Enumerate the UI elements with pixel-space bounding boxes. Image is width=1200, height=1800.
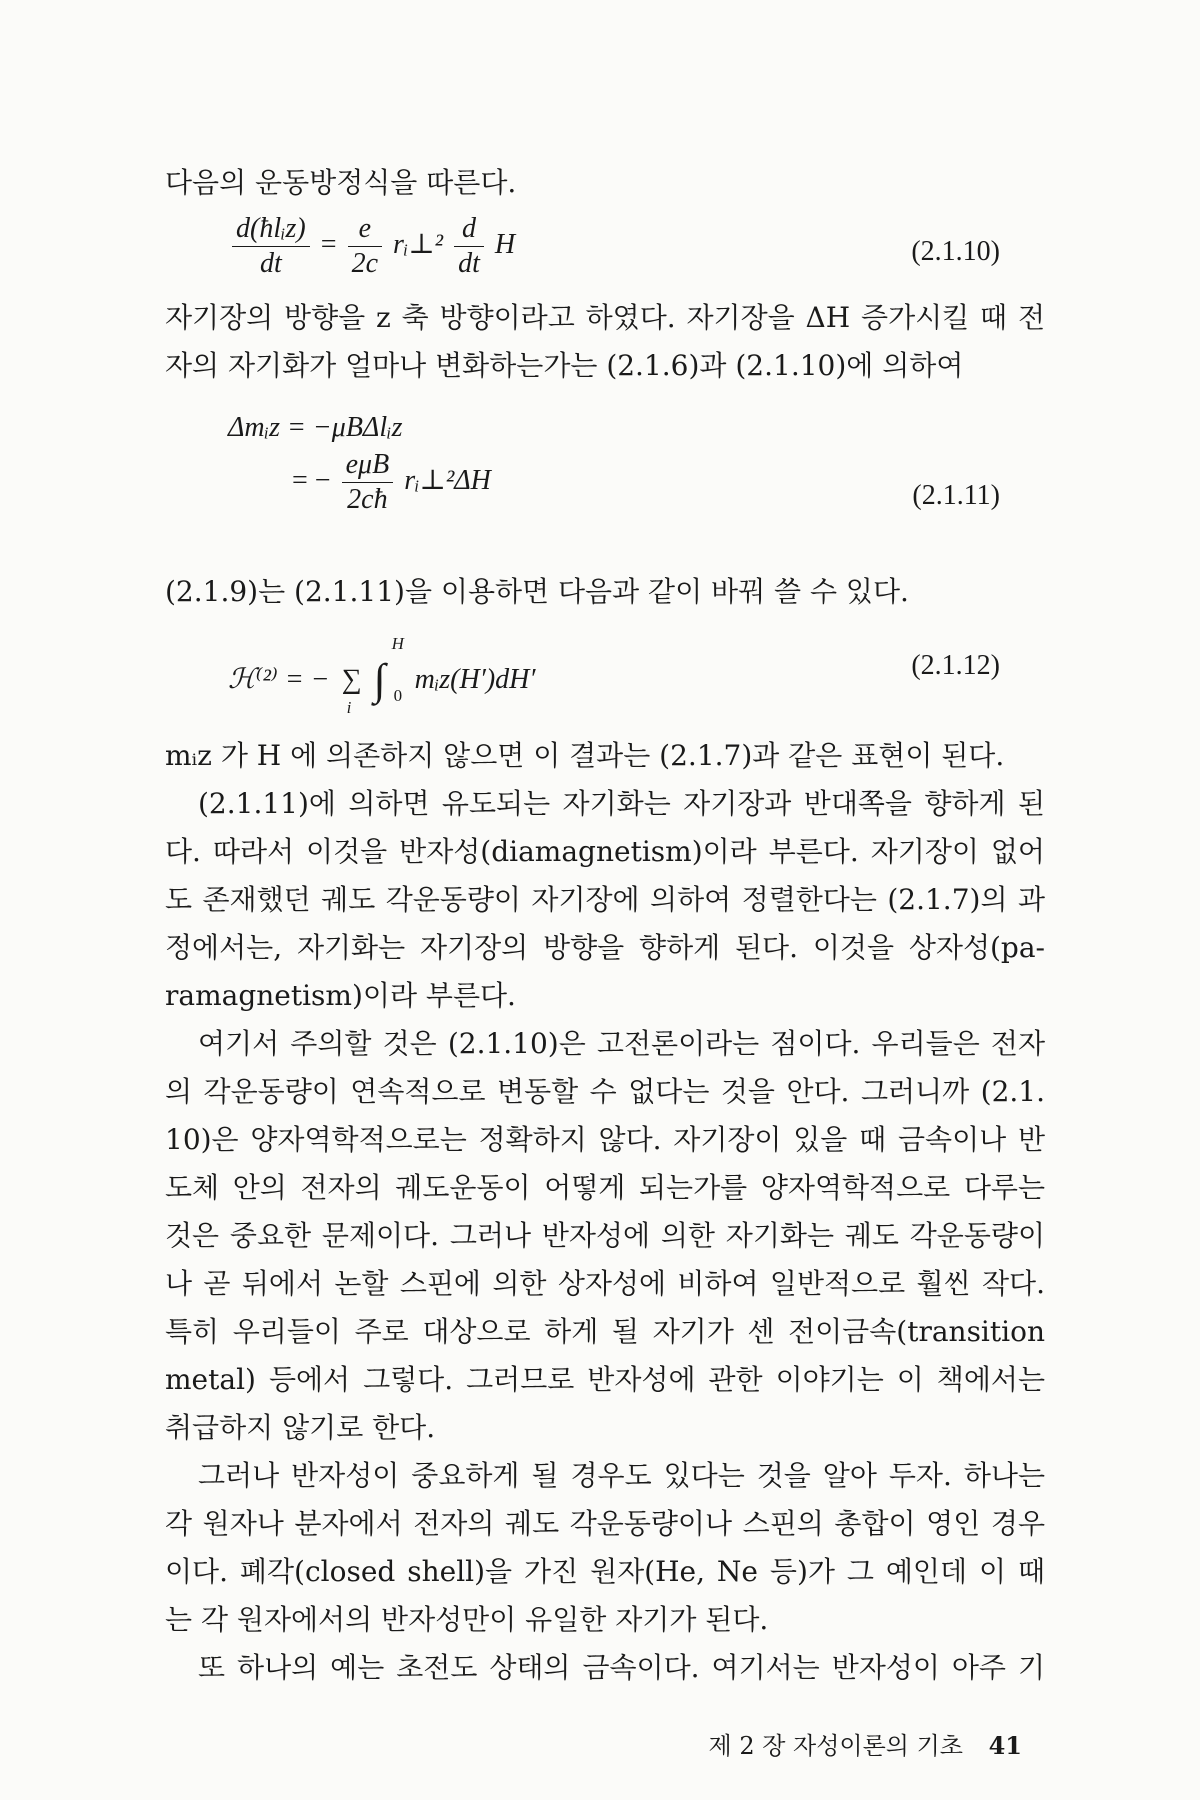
paragraph-1-line-1: 자기장의 방향을 z 축 방향이라고 하였다. 자기장을 ΔH 증가시킬 때 전: [165, 301, 1045, 334]
equation-2-1-12: [228, 634, 536, 717]
eq11-num: eμB: [342, 448, 394, 483]
paragraph-6-line-3: 이다. 폐각(closed shell)을 가진 원자(He, Ne 등)가 그 예인데 이 때: [165, 1555, 1045, 1588]
paragraph-5-line-8: metal) 등에서 그렇다. 그러므로 반자성에 관한 이야기는 이 책에서는: [165, 1363, 1045, 1396]
paragraph-5-line-1: 여기서 주의할 것은 (2.1.10)은 고전론이라는 점이다. 우리들은 전자: [198, 1027, 1045, 1060]
paragraph-5-line-6: 나 곧 뒤에서 논할 스핀에 의한 상자성에 비하여 일반적으로 훨씬 작다.: [165, 1267, 1045, 1300]
eq-number-2-1-11: (2.1.11): [912, 480, 1000, 511]
eq-number-2-1-10: (2.1.10): [911, 236, 1000, 267]
equation-2-1-11-line-1: Δmᵢz = −μBΔlᵢz: [228, 412, 403, 443]
eq12-lower-limit: 0: [393, 686, 403, 705]
eq10-deriv-num: d: [454, 212, 484, 247]
chapter-title: 제 2 장 자성이론의 기초: [708, 1732, 963, 1760]
eq10-coef-den: 2c: [351, 248, 378, 279]
eq12-upper-limit: H: [391, 634, 404, 653]
page-number: 41: [988, 1731, 1022, 1760]
eq12-sum-index: i: [346, 698, 352, 717]
paragraph-4-line-1: (2.1.11)에 의하면 유도되는 자기화는 자기장과 반대쪽을 향하게 된: [198, 787, 1045, 820]
paragraph-2: (2.1.9)는 (2.1.11)을 이용하면 다음과 같이 바꿔 쓸 수 있다.: [165, 575, 909, 608]
equation-2-1-10: [228, 212, 515, 281]
eq11-fraction: [342, 448, 394, 517]
eq10-equals: =: [320, 228, 337, 260]
paragraph-6-line-2: 각 원자나 분자에서 전자의 궤도 각운동량이나 스핀의 총합이 영인 경우: [165, 1507, 1045, 1540]
eq10-coef-fraction: [348, 212, 382, 281]
eq12-integrand: mᵢz(H′)dH′: [414, 664, 536, 695]
paragraph-5-line-9: 취급하지 않기로 한다.: [165, 1411, 436, 1444]
paragraph-5-line-2: 의 각운동량이 연속적으로 변동할 수 없다는 것을 안다. 그러니까 (2.1.: [165, 1075, 1045, 1108]
paragraph-5-line-4: 도체 안의 전자의 궤도운동이 어떻게 되는가를 양자역학적으로 다루는: [165, 1171, 1045, 1204]
eq11-rest: rᵢ⊥²ΔH: [404, 464, 491, 496]
intro-text: 다음의 운동방정식을 따른다.: [165, 166, 517, 199]
eq-number-2-1-12: (2.1.12): [911, 650, 1000, 681]
eq12-integral-symbol: ∫: [373, 655, 386, 704]
eq12-lhs: ℋ⁽²⁾ = −: [228, 664, 330, 695]
eq12-sum-symbol: ∑: [341, 664, 362, 695]
eq10-deriv-fraction: [454, 212, 484, 281]
paragraph-5-line-7: 특히 우리들이 주로 대상으로 하게 될 자기가 센 전이금속(transition: [165, 1315, 1045, 1348]
eq12-integral: [373, 634, 408, 705]
eq12-sum: [337, 664, 367, 717]
eq10-lhs-fraction: [232, 212, 310, 281]
page-footer: [709, 1726, 1023, 1761]
paragraph-1-line-2: 자의 자기화가 얼마나 변화하는가는 (2.1.6)과 (2.1.10)에 의하여: [165, 349, 964, 382]
paragraph-6-line-1: 그러나 반자성이 중요하게 될 경우도 있다는 것을 알아 두자. 하나는: [198, 1459, 1045, 1492]
eq11-den: 2cħ: [347, 484, 388, 515]
paragraph-3: mᵢz 가 H 에 의존하지 않으면 이 결과는 (2.1.7)과 같은 표현이 된다.: [165, 739, 1005, 772]
eq11-equals: = −: [292, 464, 331, 496]
paragraph-7-line-1: 또 하나의 예는 초전도 상태의 금속이다. 여기서는 반자성이 아주 기: [198, 1651, 1045, 1684]
equation-2-1-11-line-2: [292, 448, 491, 517]
eq10-lhs-num: d(ħlᵢz): [232, 212, 310, 247]
paragraph-4-line-3: 도 존재했던 궤도 각운동량이 자기장에 의하여 정렬한다는 (2.1.7)의 과: [165, 883, 1045, 916]
paragraph-5-line-5: 것은 중요한 문제이다. 그러나 반자성에 의한 자기화는 궤도 각운동량이: [165, 1219, 1045, 1252]
eq10-coef-num: e: [348, 212, 382, 247]
paragraph-4-line-2: 다. 따라서 이것을 반자성(diamagnetism)이라 부른다. 자기장이 없어: [165, 835, 1045, 868]
paragraph-4-line-4: 정에서는, 자기화는 자기장의 방향을 향하게 된다. 이것을 상자성(pa-: [165, 931, 1045, 964]
eq10-field: H: [494, 228, 516, 260]
paragraph-5-line-3: 10)은 양자역학적으로는 정확하지 않다. 자기장이 있을 때 금속이나 반: [165, 1123, 1045, 1156]
eq10-radius: rᵢ⊥²: [393, 228, 444, 260]
paragraph-4-line-5: ramagnetism)이라 부른다.: [165, 979, 516, 1012]
eq10-lhs-den: dt: [259, 248, 282, 279]
eq10-deriv-den: dt: [458, 248, 480, 279]
paragraph-6-line-4: 는 각 원자에서의 반자성만이 유일한 자기가 된다.: [165, 1603, 769, 1636]
